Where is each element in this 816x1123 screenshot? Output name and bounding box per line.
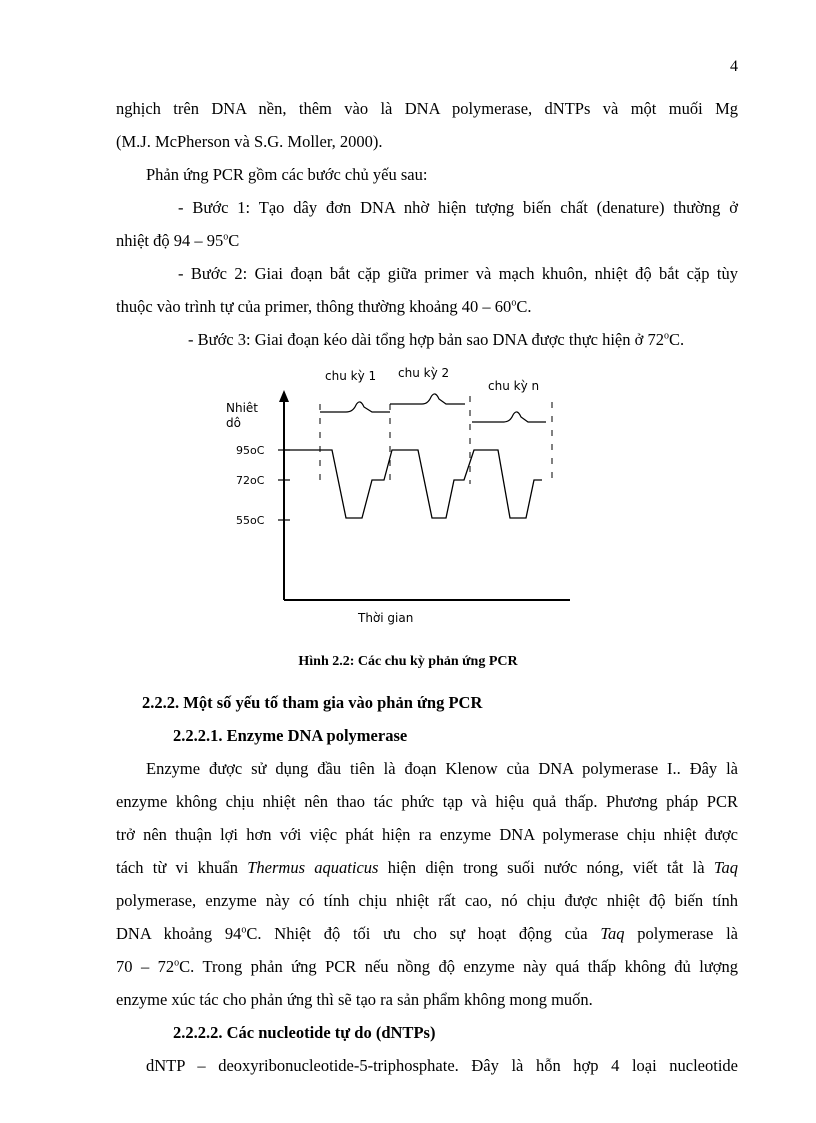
para1-line2: (M.J. McPherson và S.G. Moller, 2000). xyxy=(116,132,383,151)
degree-sup: o xyxy=(663,330,669,342)
step1-line2-unit: C xyxy=(228,231,240,250)
taq-italic: Taq xyxy=(600,924,625,943)
steps-intro: Phản ứng PCR gồm các bước chủ yếu sau: xyxy=(146,165,428,184)
enzyme-para-line2: enzyme không chịu nhiệt nên thao tác phức tạp và hiệu quả thấp. Phương pháp PCR xyxy=(116,792,738,811)
dntp-line: dNTP – deoxyribonucleotide-5-triphosphate. Đây là hỗn hợp 4 loại nucleotide xyxy=(146,1056,738,1075)
step1-line2-text: nhiệt độ 94 – 95 xyxy=(116,231,224,250)
tick-label-95: 95oC xyxy=(236,444,265,457)
enzyme-para-line3: trở nên thuận lợi hơn với việc phát hiện ra enzyme DNA polymerase chịu nhiệt được xyxy=(116,825,738,844)
tick-label-72: 72oC xyxy=(236,474,265,487)
figure-caption: Hình 2.2: Các chu kỳ phản ứng PCR xyxy=(298,654,518,669)
enzyme-para-line8: enzyme xúc tác cho phản ứng thì sẽ tạo ra sản phẩm không mong muốn. xyxy=(116,990,593,1009)
taq-italic: Taq xyxy=(713,858,738,877)
enzyme-para-line6 xyxy=(116,917,738,950)
step3-unit: C. xyxy=(668,330,685,349)
cycle-2-bracket xyxy=(390,394,465,404)
enzyme-para-line4 xyxy=(116,851,738,884)
step1-line2 xyxy=(116,224,738,257)
degree-sup: o xyxy=(174,957,180,969)
pcr-cycle-figure xyxy=(200,360,600,640)
y-axis-label-line1: Nhiêt xyxy=(226,401,259,415)
enzyme-line6-mid: C. Nhiệt độ tối ưu cho sự hoạt động của xyxy=(246,924,601,943)
section-heading-2-2-2-1: 2.2.2.1. Enzyme DNA polymerase xyxy=(173,726,408,745)
text-block-bottom xyxy=(116,686,738,1082)
step3-text: - Bước 3: Giai đoạn kéo dài tổng hợp bản sao DNA được thực hiện ở 72 xyxy=(188,330,664,349)
cycle-2-label: chu kỳ 2 xyxy=(398,366,450,380)
y-axis-arrow xyxy=(279,390,289,402)
step2-line1: - Bước 2: Giai đoạn bắt cặp giữa primer và mạch khuôn, nhiệt độ bắt cặp tùy xyxy=(178,264,738,283)
para1-line1: nghịch trên DNA nền, thêm vào là DNA polymerase, dNTPs và một muối Mg xyxy=(116,99,738,118)
temperature-profile-line xyxy=(284,450,542,518)
degree-sup: o xyxy=(241,924,247,936)
enzyme-line7-text: 70 – 72 xyxy=(116,957,175,976)
degree-sup: o xyxy=(223,231,229,243)
step2-line2-unit: C. xyxy=(516,297,532,316)
step2-line2 xyxy=(116,290,738,323)
section-heading-2-2-2: 2.2.2. Một số yếu tố tham gia vào phản ứng PCR xyxy=(142,693,483,712)
enzyme-line6-post: polymerase là xyxy=(624,924,738,943)
tick-label-55: 55oC xyxy=(236,514,265,527)
enzyme-para-line7 xyxy=(116,950,738,983)
text-block-top xyxy=(116,92,738,356)
step2-line2-text: thuộc vào trình tự của primer, thông thường khoảng 40 – 60 xyxy=(116,297,512,316)
enzyme-line7-post: C. Trong phản ứng PCR nếu nồng độ enzyme này quá thấp không đủ lượng xyxy=(179,957,739,976)
step1-line1: - Bước 1: Tạo dây đơn DNA nhờ hiện tượng biến chất (denature) thường ở xyxy=(178,198,738,217)
species-name: Thermus aquaticus xyxy=(247,858,379,877)
enzyme-line6-text: DNA khoảng 94 xyxy=(116,924,242,943)
x-axis-label: Thời gian xyxy=(358,611,414,625)
enzyme-para-line5: polymerase, enzyme này có tính chịu nhiệt rất cao, nó chịu được nhiệt độ biến tính xyxy=(116,891,738,910)
cycle-n-label: chu kỳ n xyxy=(488,379,540,393)
y-axis-label-line2: dô xyxy=(226,416,241,430)
step3-line1 xyxy=(116,323,738,356)
degree-sup: o xyxy=(511,297,517,309)
cycle-1-label: chu kỳ 1 xyxy=(325,369,377,383)
page-number: 4 xyxy=(730,58,738,75)
section-heading-2-2-2-2: 2.2.2.2. Các nucleotide tự do (dNTPs) xyxy=(173,1023,436,1042)
cycle-1-bracket xyxy=(320,402,390,412)
enzyme-para-line1: Enzyme được sử dụng đầu tiên là đoạn Klenow của DNA polymerase I.. Đây là xyxy=(146,759,738,778)
cycle-n-bracket xyxy=(472,412,546,422)
enzyme-line4-text: tách từ vi khuẩn xyxy=(116,858,248,877)
enzyme-line4-mid: hiện diện trong suối nước nóng, viết tắt là xyxy=(378,858,714,877)
